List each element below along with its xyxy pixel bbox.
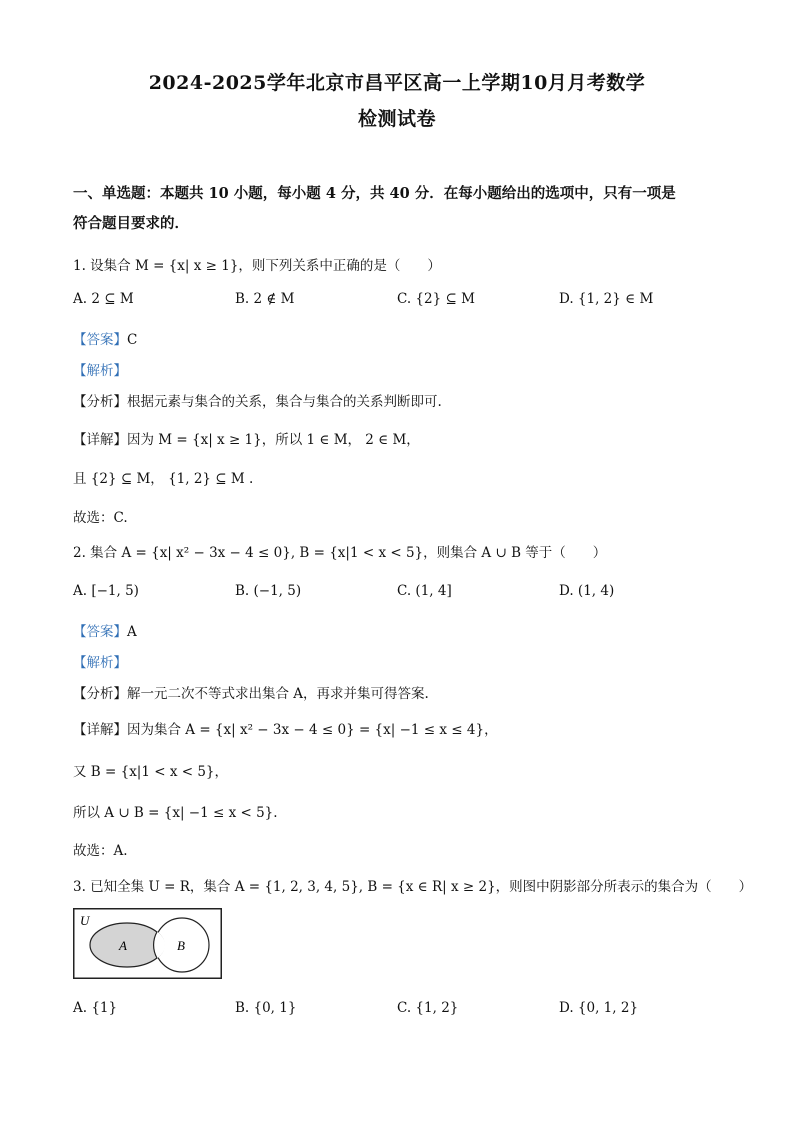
q1-stem: 1. 设集合 M = {x| x ≥ 1}，则下列关系中正确的是（ ） (73, 258, 441, 274)
q1-answer-value: C (127, 332, 138, 348)
q2-detail-line3: 所以 A ∪ B = {x| −1 ≤ x < 5}. (73, 805, 278, 821)
q1-fenxi-text: 根据元素与集合的关系，集合与集合的关系判断即可. (127, 394, 442, 410)
q2-option-d: D. (1, 4) (559, 583, 615, 599)
q1-fenxi (73, 390, 442, 410)
detail-tag: 【详解】 (73, 432, 127, 448)
q1-conclusion: 故选：C. (73, 510, 128, 526)
document-title-line1: 2024-2025学年北京市昌平区高一上学期10月月考数学 (148, 72, 646, 94)
q3-stem: 3. 已知全集 U = R，集合 A = {1, 2, 3, 4, 5}, B = {x ∈ R| x ≥ 2}，则图中阴影部分所表示的集合为（ ） (73, 879, 753, 895)
q1-answer (73, 328, 137, 348)
q1-option-c: C. {2} ⊆ M (397, 291, 475, 307)
q2-option-c: C. (1, 4] (397, 583, 452, 599)
q2-option-a: A. [−1, 5) (73, 583, 139, 599)
q3-option-a: A. {1} (73, 1000, 118, 1016)
q2-fenxi (73, 682, 429, 702)
answer-tag: 【答案】 (73, 624, 127, 640)
answer-tag: 【答案】 (73, 332, 127, 348)
set-a-label: A (119, 938, 127, 953)
q1-detail-line1 (73, 428, 420, 448)
q3-option-d: D. {0, 1, 2} (559, 1000, 639, 1016)
venn-diagram (73, 908, 222, 979)
q2-answer-value: A (127, 624, 137, 640)
section-heading-line1: 一、单选题：本题共 10 小题，每小题 4 分，共 40 分．在每小题给出的选项中，只有一项是 (73, 185, 676, 202)
q1-detail-text: 因为 M = {x| x ≥ 1}，所以 1 ∈ M， 2 ∈ M， (127, 432, 420, 448)
q1-detail-line2: 且 {2} ⊆ M， {1, 2} ⊆ M . (73, 471, 254, 487)
q2-detail-line1 (73, 718, 498, 738)
q2-fenxi-text: 解一元二次不等式求出集合 A，再求并集可得答案. (127, 686, 429, 702)
detail-tag: 【详解】 (73, 722, 127, 738)
fenxi-tag: 【分析】 (73, 394, 127, 410)
q1-option-b: B. 2 ∉ M (235, 291, 295, 307)
q2-option-b: B. (−1, 5) (235, 583, 302, 599)
fenxi-tag: 【分析】 (73, 686, 127, 702)
q1-option-a: A. 2 ⊆ M (73, 291, 134, 307)
q3-option-b: B. {0, 1} (235, 1000, 297, 1016)
q2-conclusion: 故选：A. (73, 843, 128, 859)
q1-analysis-tag (73, 359, 127, 379)
q3-option-c: C. {1, 2} (397, 1000, 459, 1016)
document-title-line2: 检测试卷 (357, 108, 436, 130)
q2-detail-line2: 又 B = {x|1 < x < 5}， (73, 764, 229, 780)
set-b-label: B (177, 938, 185, 953)
analysis-tag: 【解析】 (73, 655, 127, 671)
q2-detail-text: 因为集合 A = {x| x² − 3x − 4 ≤ 0} = {x| −1 ≤ x ≤ 4}， (127, 722, 498, 738)
analysis-tag: 【解析】 (73, 363, 127, 379)
q2-analysis-tag (73, 651, 127, 671)
q1-option-d: D. {1, 2} ∈ M (559, 291, 654, 307)
set-a-ellipse (90, 923, 164, 967)
universe-label: U (80, 913, 90, 928)
q2-answer (73, 620, 137, 640)
section-heading-line2: 符合题目要求的． (73, 215, 189, 232)
q2-stem: 2. 集合 A = {x| x² − 3x − 4 ≤ 0}, B = {x|1 < x < 5}，则集合 A ∪ B 等于（ ） (73, 545, 607, 561)
